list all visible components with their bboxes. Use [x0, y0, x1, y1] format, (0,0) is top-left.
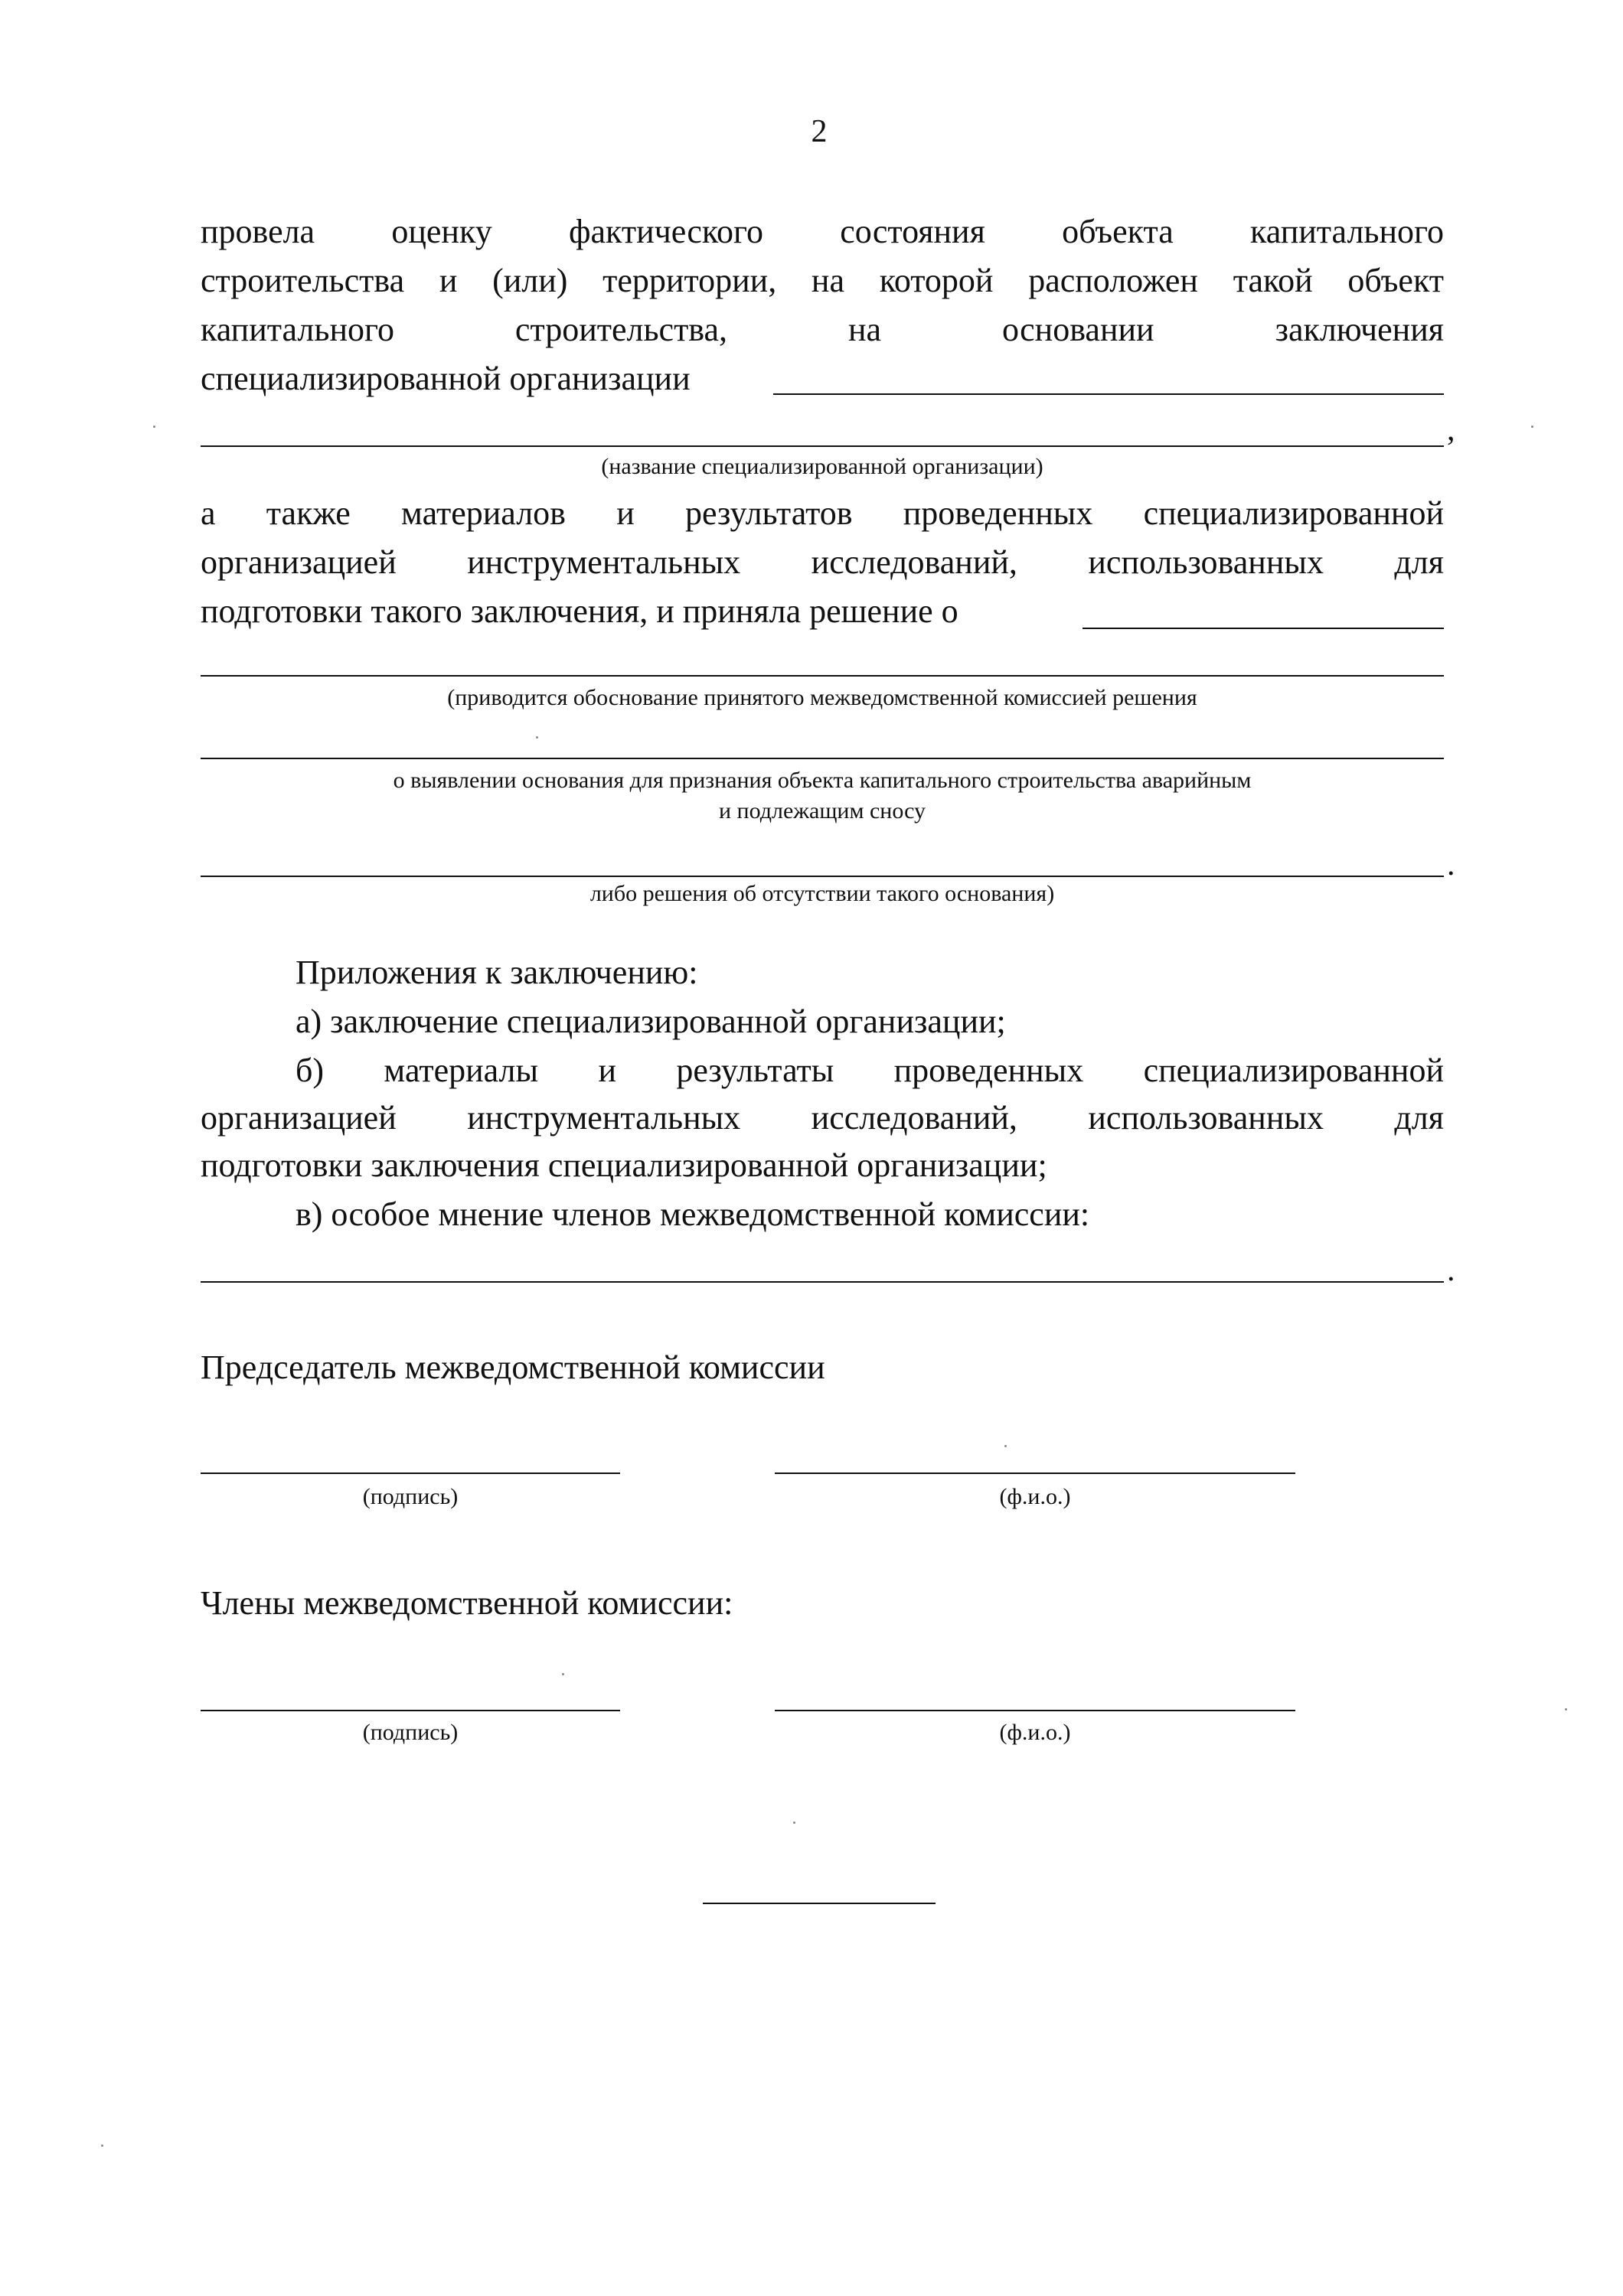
scan-speck	[1565, 1708, 1567, 1711]
comma-mark: ,	[1447, 413, 1455, 448]
appendix-item-a: а) заключение специализированной организации;	[296, 1003, 1006, 1040]
appendix-item-b-line-2: организацией инструментальных исследований, использованных для	[201, 1099, 1444, 1137]
scan-speck	[793, 1821, 795, 1824]
decision-fill-line-3	[201, 758, 1444, 759]
paragraph-2-line-2: организацией инструментальных исследований, использованных для	[201, 543, 1444, 581]
scan-speck	[1531, 426, 1533, 428]
paragraph-1-line-4: специализированной организации	[201, 360, 691, 397]
members-signature-line	[201, 1710, 620, 1711]
org-name-fill-line-2	[201, 445, 1444, 447]
chairman-signature-line	[201, 1473, 620, 1474]
closing-separator-line	[703, 1903, 936, 1904]
chairman-name-caption: (ф.и.о.)	[999, 1484, 1071, 1509]
scan-speck	[562, 1673, 564, 1675]
caption-justification-2: о выявлении основания для признания объекта капитального строительства аварийным	[393, 768, 1252, 793]
members-signature-caption: (подпись)	[362, 1720, 459, 1745]
appendix-item-b-line-3: подготовки заключения специализированной организации;	[201, 1146, 1047, 1184]
period-mark-2: .	[1447, 1253, 1455, 1288]
period-mark-1: .	[1447, 847, 1455, 882]
scan-speck	[153, 426, 155, 428]
members-title: Члены межведомственной комиссии:	[201, 1584, 733, 1622]
caption-justification-4: либо решения об отсутствии такого основания)	[589, 881, 1055, 906]
paragraph-2-line-1: а также материалов и результатов проведенных специализированной	[201, 494, 1444, 532]
caption-justification-3: и подлежащим сносу	[718, 798, 926, 823]
org-name-fill-line-1	[773, 393, 1444, 395]
appendix-item-c: в) особое мнение членов межведомственной комиссии:	[296, 1195, 1090, 1233]
chairman-title: Председатель межведомственной комиссии	[201, 1349, 825, 1386]
scan-speck	[101, 2144, 103, 2147]
decision-fill-line-1	[1083, 628, 1444, 629]
paragraph-1-line-2: строительства и (или) территории, на которой расположен такой объект	[201, 262, 1444, 299]
paragraph-1-line-3: капитального строительства, на основании заключения	[201, 311, 1444, 348]
appendix-item-b-line-1: б) материалы и результаты проведенных специализированной	[296, 1052, 1444, 1089]
paragraph-2-line-3: подготовки такого заключения, и приняла решение о	[201, 592, 958, 630]
members-name-line	[775, 1710, 1295, 1711]
paragraph-1-line-1: провела оценку фактического состояния объекта капитального	[201, 213, 1444, 250]
decision-fill-line-2	[201, 675, 1444, 677]
scan-speck	[536, 736, 538, 739]
chairman-name-line	[775, 1473, 1295, 1474]
scan-speck	[1004, 1445, 1007, 1447]
members-name-caption: (ф.и.о.)	[999, 1720, 1071, 1745]
caption-justification-1: (приводится обоснование принятого межведомственной комиссией решения	[447, 685, 1197, 710]
appendix-heading: Приложения к заключению:	[296, 954, 698, 991]
decision-fill-line-4	[201, 876, 1444, 877]
dissent-fill-line	[201, 1281, 1444, 1283]
chairman-signature-caption: (подпись)	[362, 1484, 459, 1509]
page-number: 2	[811, 114, 828, 149]
caption-org-name: (название специализированной организации)	[601, 454, 1043, 479]
